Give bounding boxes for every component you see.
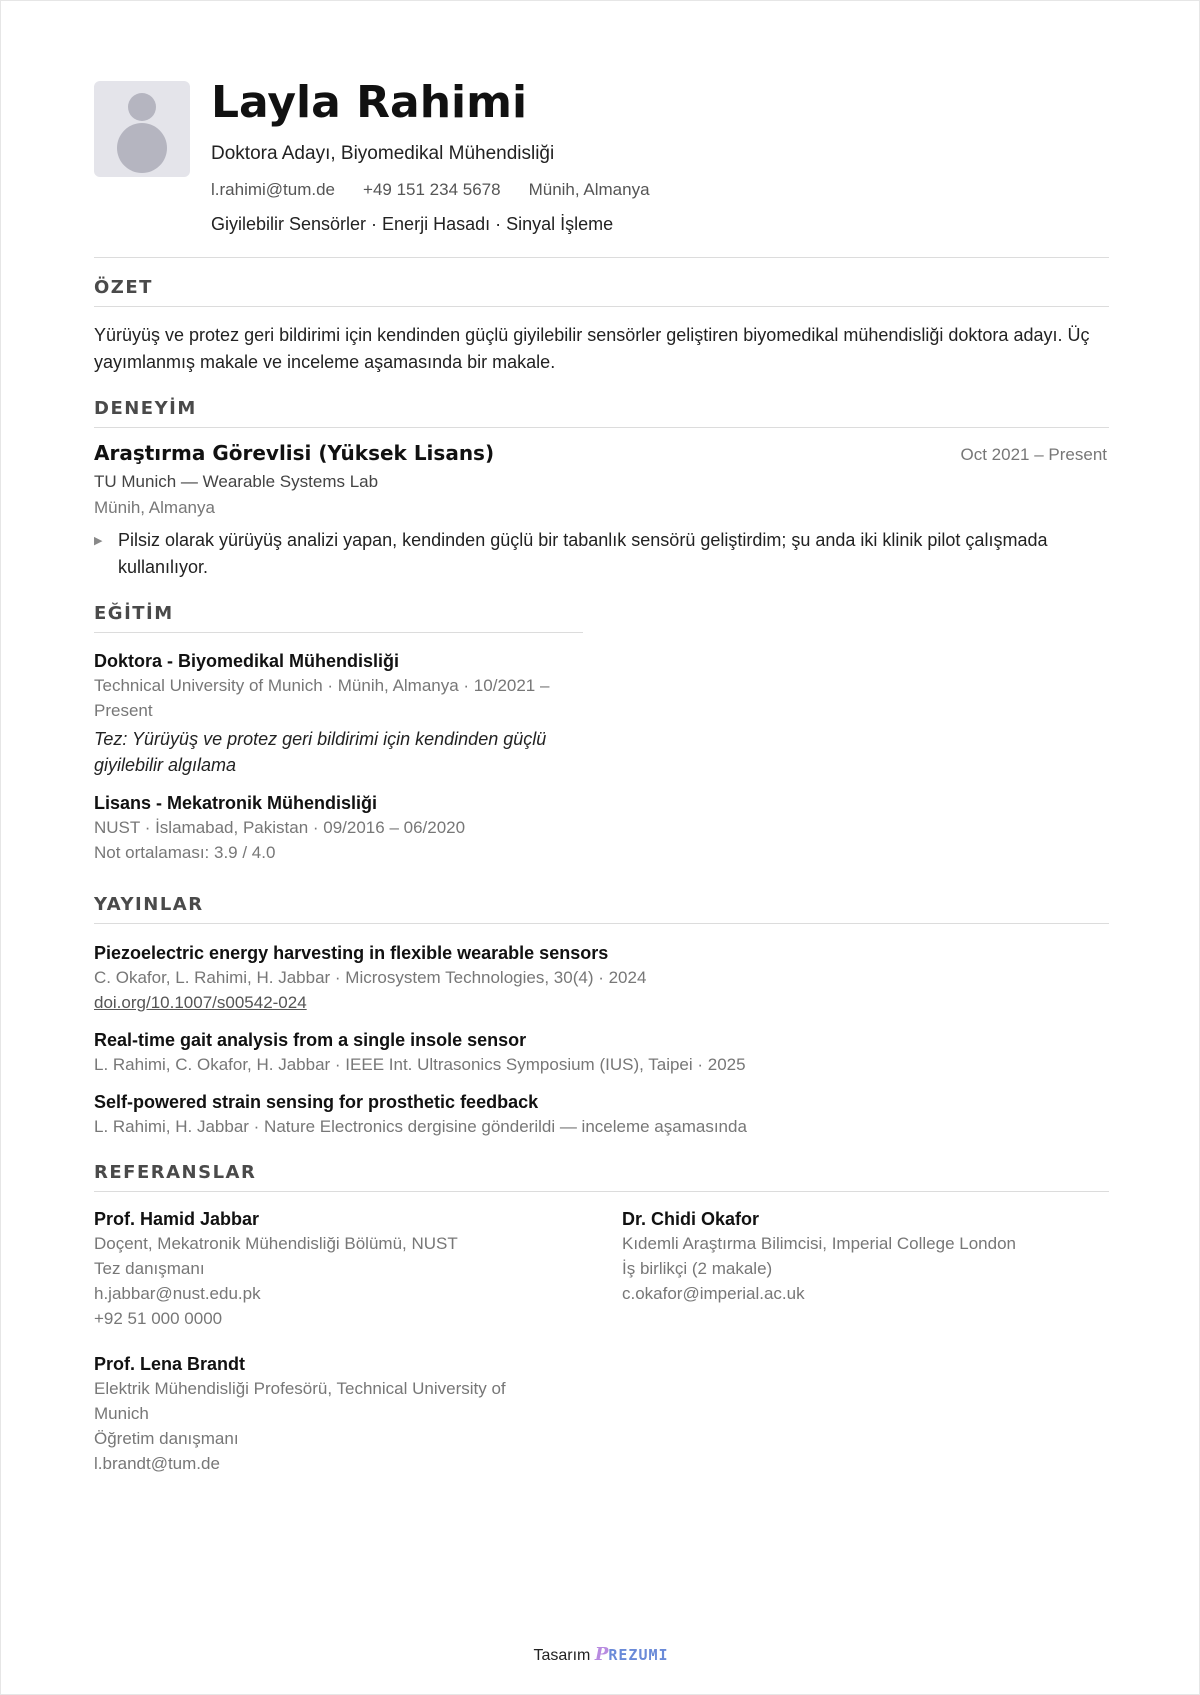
publication-meta: L. Rahimi, C. Okafor, H. Jabbar · IEEE Int. Ultrasonics Symposium (IUS), Taipei · 2025 [94, 1055, 746, 1074]
reference-phone: +92 51 000 0000 [94, 1309, 223, 1328]
location: Münih, Almanya [528, 180, 650, 199]
publication-title: Piezoelectric energy harvesting in flexible wearable sensors [94, 943, 609, 963]
reference-relation: İş birlikçi (2 makale) [622, 1259, 773, 1278]
experience-position: Araştırma Görevlisi (Yüksek Lisans) [94, 441, 495, 465]
resume-header [94, 77, 1109, 258]
education-thesis: Tez: Yürüyüş ve protez geri bildirimi için kendinden güçlü giyilebilir algılama [94, 729, 547, 775]
reference-email[interactable]: l.brandt@tum.de [94, 1454, 220, 1473]
email-link[interactable]: l.rahimi@tum.de [211, 180, 336, 199]
publication-item [94, 941, 1109, 1015]
avatar [94, 81, 190, 177]
reference-name: Prof. Hamid Jabbar [94, 1209, 260, 1229]
education-gpa: Not ortalaması: 3.9 / 4.0 [94, 843, 276, 862]
footer-credit [1, 1644, 1200, 1665]
reference-name: Dr. Chidi Okafor [622, 1209, 760, 1229]
references-heading: REFERANSLAR [94, 1162, 1109, 1192]
experience-location: Münih, Almanya [94, 498, 215, 517]
reference-item [622, 1207, 1112, 1306]
reference-email[interactable]: c.okafor@imperial.ac.uk [622, 1284, 805, 1303]
publication-meta: L. Rahimi, H. Jabbar · Nature Electronics dergisine gönderildi — inceleme aşamasında [94, 1117, 747, 1136]
reference-email[interactable]: h.jabbar@nust.edu.pk [94, 1284, 261, 1303]
education-degree: Doktora - Biyomedikal Mühendisliği [94, 651, 400, 671]
reference-name: Prof. Lena Brandt [94, 1354, 246, 1374]
candidate-name: Layla Rahimi [211, 77, 528, 128]
brand-name[interactable]: REZUMI [608, 1646, 669, 1664]
summary-text: Yürüyüş ve protez geri bildirimi için kendinden güçlü giyilebilir sensörler geliştiren biyomedikal mühendisliği doktora adayı. Üç yayımlanmış makale ve inceleme aşamasında bir makale. [94, 325, 1090, 372]
person-silhouette-body [117, 123, 167, 173]
experience-bullet-text: Pilsiz olarak yürüyüş analizi yapan, kendinden güçlü bir tabanlık sensörü geliştirdim; şu anda iki klinik pilot çalışmada kullanılıyor. [118, 530, 1048, 577]
publication-title: Real-time gait analysis from a single insole sensor [94, 1030, 527, 1050]
rezumi-logo-icon: P [594, 1644, 609, 1665]
publication-item [94, 1028, 1109, 1077]
reference-item [94, 1352, 564, 1476]
contact-row [211, 180, 650, 200]
education-meta: NUST · İslamabad, Pakistan · 09/2016 – 06/2020 [94, 818, 466, 837]
education-item [94, 791, 584, 865]
publication-title: Self-powered strain sensing for prosthetic feedback [94, 1092, 539, 1112]
person-silhouette-icon [128, 93, 156, 121]
candidate-role: Doktora Adayı, Biyomedikal Mühendisliği [211, 143, 555, 164]
publication-meta: C. Okafor, L. Rahimi, H. Jabbar · Microsystem Technologies, 30(4) · 2024 [94, 968, 647, 987]
education-degree: Lisans - Mekatronik Mühendisliği [94, 793, 378, 813]
publication-doi-link[interactable]: doi.org/10.1007/s00542-024 [94, 993, 307, 1012]
experience-organization: TU Munich — Wearable Systems Lab [94, 472, 379, 491]
reference-relation: Tez danışmanı [94, 1259, 205, 1278]
phone-number: +49 151 234 5678 [363, 180, 501, 199]
education-meta: Technical University of Munich · Münih, Almanya · 10/2021 – Present [94, 676, 550, 720]
triangle-bullet-icon: ▶ [94, 535, 103, 547]
skill-tags: Giyilebilir Sensörler · Enerji Hasadı · Sinyal İşleme [211, 214, 614, 234]
publications-heading: YAYINLAR [94, 894, 1109, 924]
experience-dates: Oct 2021 – Present [960, 445, 1107, 464]
reference-position: Doçent, Mekatronik Mühendisliği Bölümü, NUST [94, 1234, 458, 1253]
footer-label: Tasarım [533, 1647, 591, 1664]
education-item [94, 649, 584, 778]
reference-position: Kıdemli Araştırma Bilimcisi, Imperial College London [622, 1234, 1016, 1253]
reference-relation: Öğretim danışmanı [94, 1429, 239, 1448]
summary-heading: ÖZET [94, 277, 1109, 307]
publication-item [94, 1090, 1109, 1139]
education-heading: EĞİTİM [94, 603, 583, 633]
reference-item [94, 1207, 584, 1331]
experience-heading: DENEYİM [94, 398, 1109, 428]
reference-position: Elektrik Mühendisliği Profesörü, Technical University of Munich [94, 1379, 506, 1423]
